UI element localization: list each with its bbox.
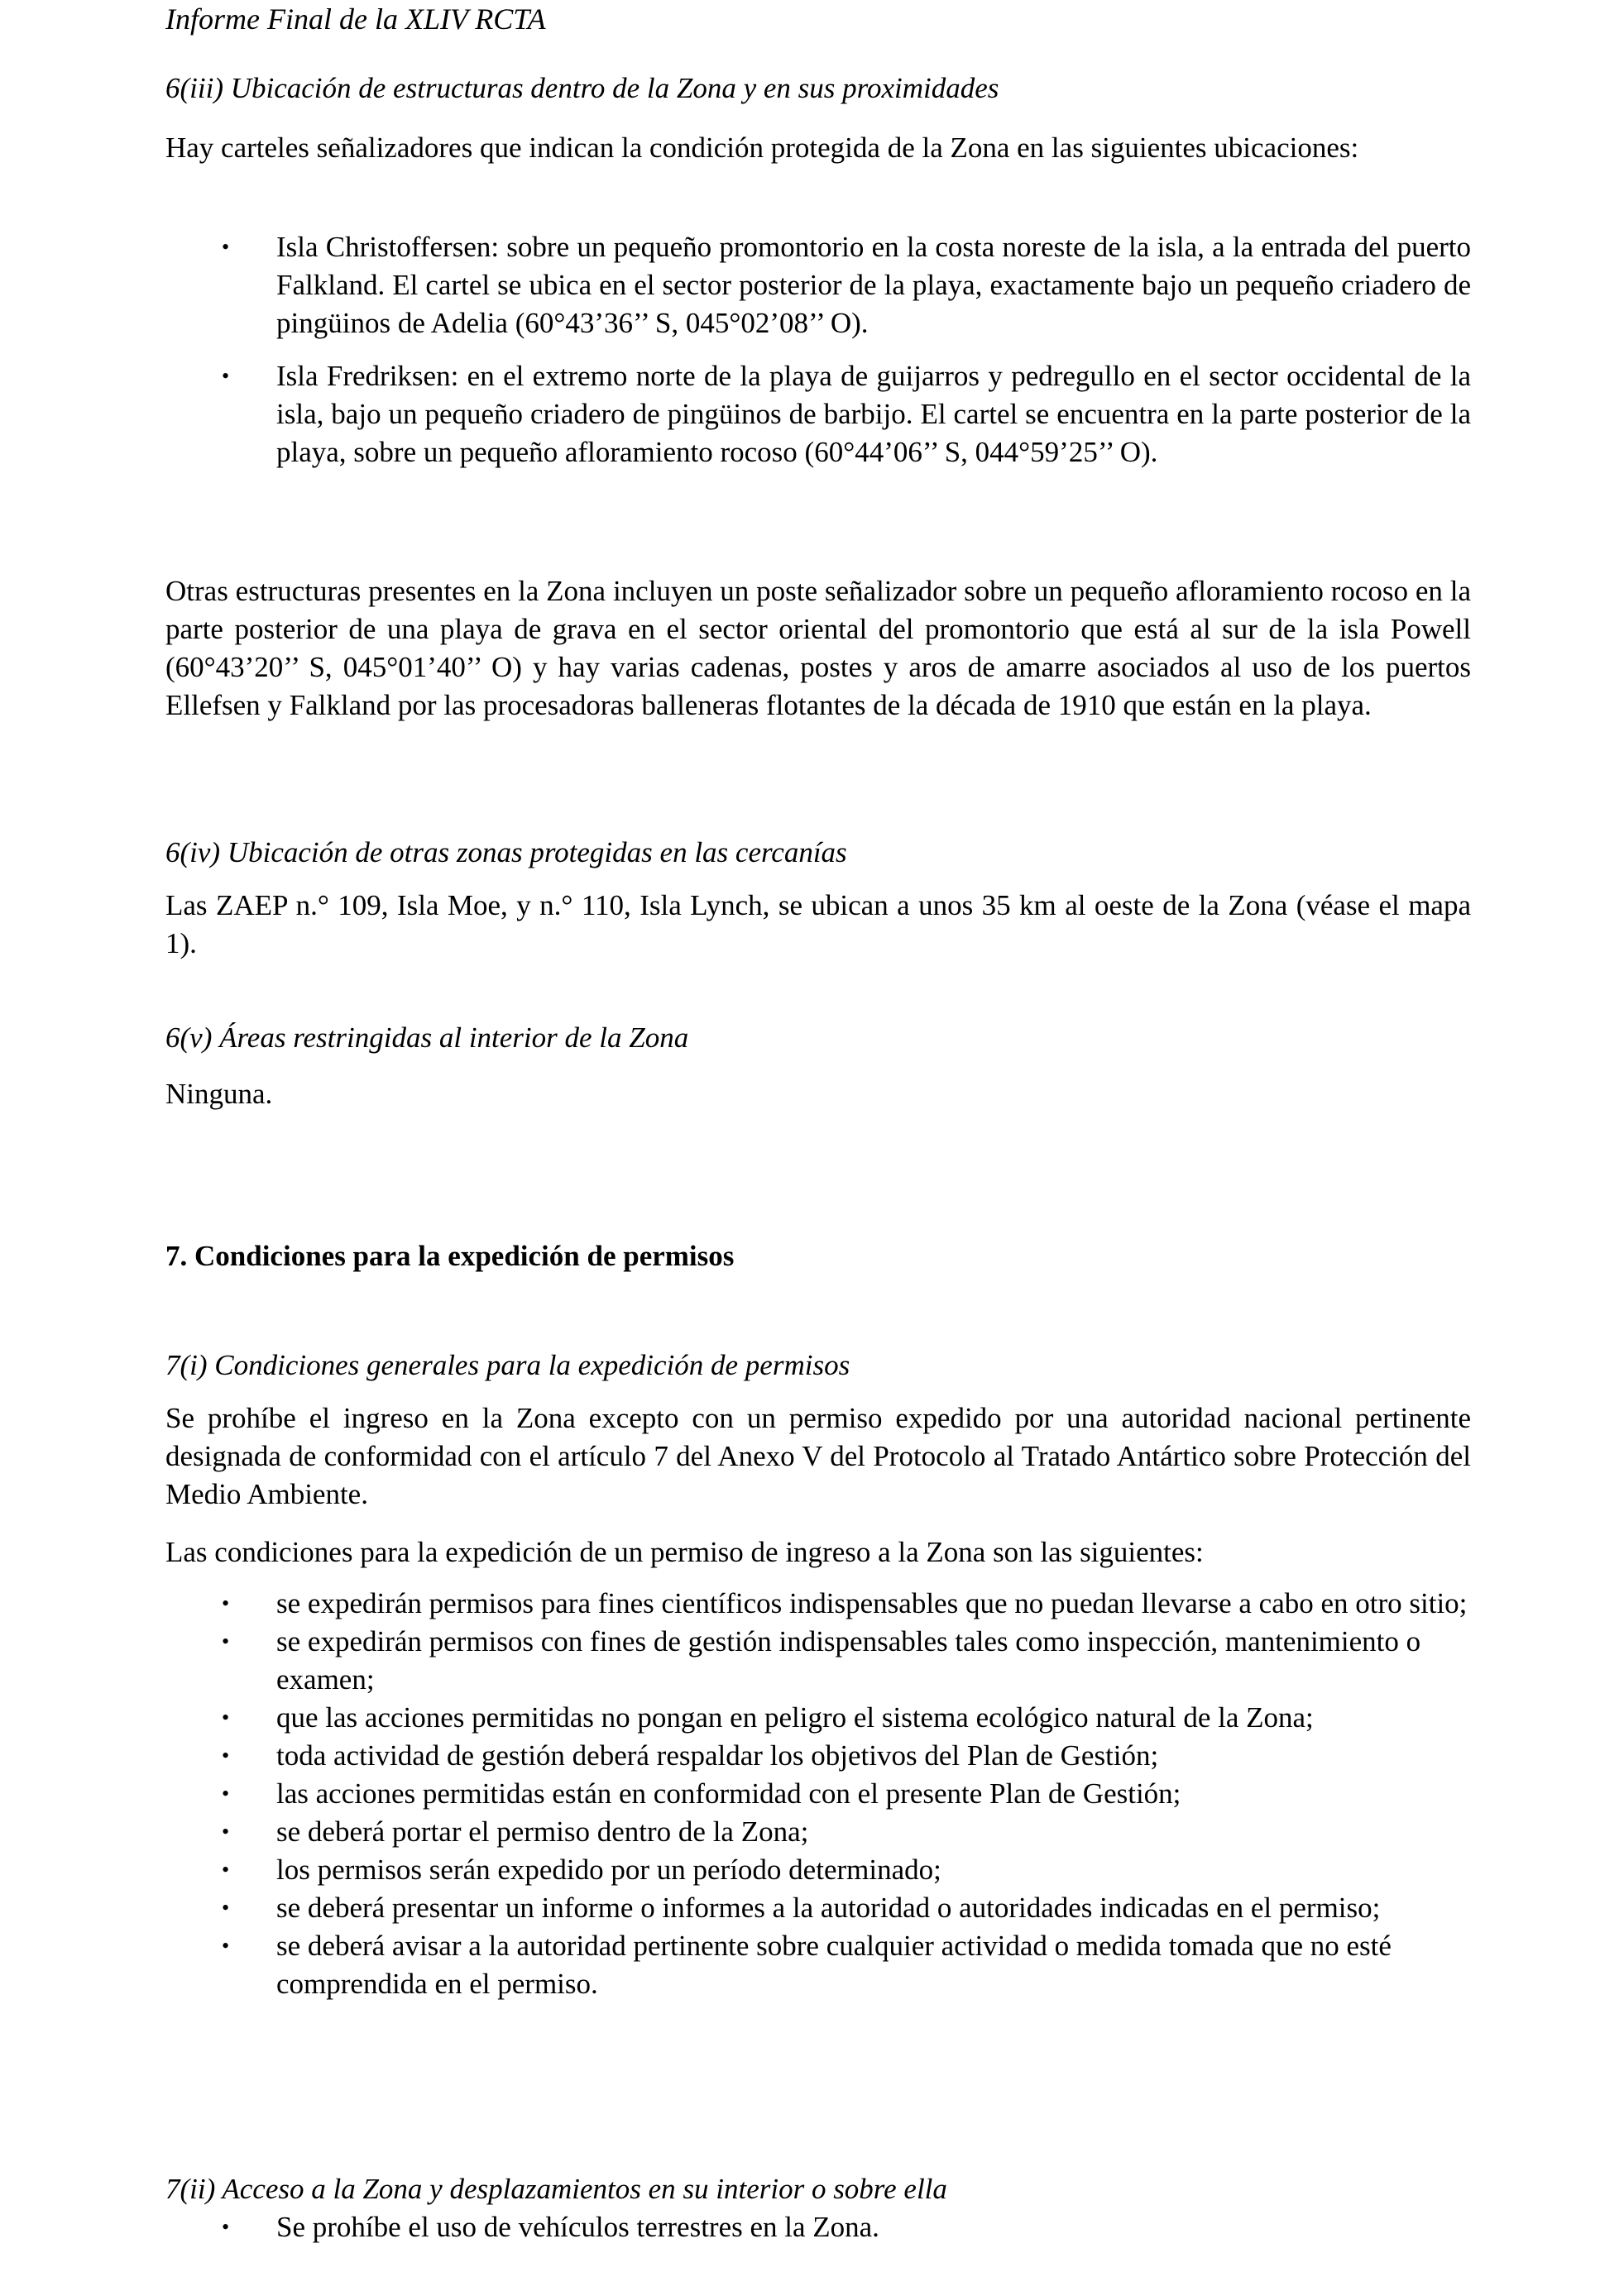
section-7i-heading [165, 1347, 1471, 1385]
section-6v-heading [165, 1019, 1471, 1057]
list-item [165, 1623, 1471, 1699]
list-item-text: se expedirán permisos con fines de gestión indispensables tales como inspección, mantenimiento o examen; [276, 1625, 1421, 1696]
bullet-icon: • [222, 235, 230, 259]
list-item-text: que las acciones permitidas no pongan en peligro el sistema ecológico natural de la Zona; [276, 1701, 1314, 1734]
bullet-icon: • [222, 364, 230, 388]
paragraph: Las ZAEP n.° 109, Isla Moe, y n.° 110, Isla Lynch, se ubican a unos 35 km al oeste de la Zona (véase el mapa 1). [165, 889, 1471, 959]
section-6iv-body [165, 887, 1471, 963]
list-item-text: Isla Christoffersen: sobre un pequeño promontorio en la costa noreste de la isla, a la entrada del puerto Falkland. El cartel se ubica en el sector posterior de la playa, exactamente bajo un pequeño criadero de pingüinos de Adelia (60°43’36’’ S, 045°02’08’’ O). [276, 231, 1471, 339]
paragraph: Ninguna. [165, 1078, 273, 1110]
bullet-icon: • [222, 1744, 230, 1767]
paragraph: Las condiciones para la expedición de un permiso de ingreso a la Zona son las siguientes: [165, 1536, 1204, 1568]
section-heading: 6(iii) Ubicación de estructuras dentro de la Zona y en sus proximidades [165, 72, 999, 104]
section-6iii-closing [165, 572, 1471, 725]
bullet-icon: • [222, 1934, 230, 1958]
list-item-text: Isla Fredriksen: en el extremo norte de la playa de guijarros y pedregullo en el sector occidental de la isla, bajo un pequeño criadero de pingüinos de barbijo. El cartel se encuentra en la parte posterior de la playa, sobre un pequeño afloramiento rocoso (60°44’06’’ S, 044°59’25’’ O). [276, 360, 1471, 468]
list-item [165, 1889, 1471, 1927]
list-item-text: los permisos serán expedido por un período determinado; [276, 1854, 941, 1886]
list-item [165, 1775, 1471, 1813]
section-7ii-heading [165, 2170, 1471, 2208]
list-item [165, 1585, 1471, 1623]
list-item-text: se expedirán permisos para fines científicos indispensables que no puedan llevarse a cabo en otro sitio; [276, 1587, 1468, 1619]
section-heading: 6(v) Áreas restringidas al interior de la Zona [165, 1021, 689, 1054]
section-6iii-intro [165, 129, 1471, 167]
list-item [165, 228, 1471, 342]
section-7i-para1 [165, 1399, 1471, 1514]
bullet-icon: • [222, 1782, 230, 1806]
section-heading: 7(ii) Acceso a la Zona y desplazamientos en su interior o sobre ella [165, 2173, 947, 2205]
list-item [165, 1851, 1471, 1889]
bullet-icon: • [222, 1896, 230, 1920]
section-7ii-bullet-list [165, 2208, 1471, 2246]
list-item [165, 357, 1471, 471]
section-6iv-heading [165, 834, 1471, 872]
list-item-text: toda actividad de gestión deberá respaldar los objetivos del Plan de Gestión; [276, 1739, 1159, 1772]
list-item [165, 1699, 1471, 1737]
section-6v-body [165, 1075, 1471, 1113]
list-item [165, 1737, 1471, 1775]
list-item-text: Se prohíbe el uso de vehículos terrestres en la Zona. [276, 2211, 879, 2243]
bullet-icon: • [222, 1591, 230, 1615]
list-item [165, 2208, 1471, 2246]
section-6iii-heading [165, 69, 1471, 108]
bullet-icon: • [222, 1705, 230, 1729]
list-item-text: se deberá presentar un informe o informes a la autoridad o autoridades indicadas en el permiso; [276, 1892, 1381, 1924]
bullet-icon: • [222, 2215, 230, 2239]
list-item-text: se deberá avisar a la autoridad pertinente sobre cualquier actividad o medida tomada que no esté comprendida en el permiso. [276, 1930, 1392, 2000]
paragraph: Hay carteles señalizadores que indican la condición protegida de la Zona en las siguientes ubicaciones: [165, 132, 1359, 164]
section-heading: 7. Condiciones para la expedición de permisos [165, 1240, 735, 1272]
list-item [165, 1813, 1471, 1851]
list-item-text: se deberá portar el permiso dentro de la Zona; [276, 1815, 809, 1848]
list-item-text: las acciones permitidas están en conformidad con el presente Plan de Gestión; [276, 1777, 1181, 1810]
paragraph: Otras estructuras presentes en la Zona incluyen un poste señalizador sobre un pequeño afloramiento rocoso en la parte posterior de una playa de grava en el sector oriental del promontorio que está al sur de la isla Powell (60°43’20’’ S, 045°01’40’’ O) y hay varias cadenas, postes y aros de amarre asociados al uso de los puertos Ellefsen y Falkland por las procesadoras balleneras flotantes de la década de 1910 que están en la playa. [165, 575, 1471, 721]
paragraph: Se prohíbe el ingreso en la Zona excepto con un permiso expedido por una autoridad nacional pertinente designada de conformidad con el artículo 7 del Anexo V del Protocolo al Tratado Antártico sobre Protección del Medio Ambiente. [165, 1402, 1471, 1510]
bullet-icon: • [222, 1820, 230, 1844]
section-7i-para2 [165, 1533, 1471, 1571]
section-7-heading [165, 1237, 1471, 1275]
running-header: Informe Final de la XLIV RCTA [165, 2, 546, 36]
bullet-icon: • [222, 1629, 230, 1653]
section-heading: 7(i) Condiciones generales para la expedición de permisos [165, 1349, 850, 1381]
section-6iii-bullet-list [165, 228, 1471, 471]
bullet-icon: • [222, 1858, 230, 1882]
section-heading: 6(iv) Ubicación de otras zonas protegidas en las cercanías [165, 836, 847, 868]
list-item [165, 1927, 1471, 2003]
section-7i-bullet-list [165, 1585, 1471, 2003]
